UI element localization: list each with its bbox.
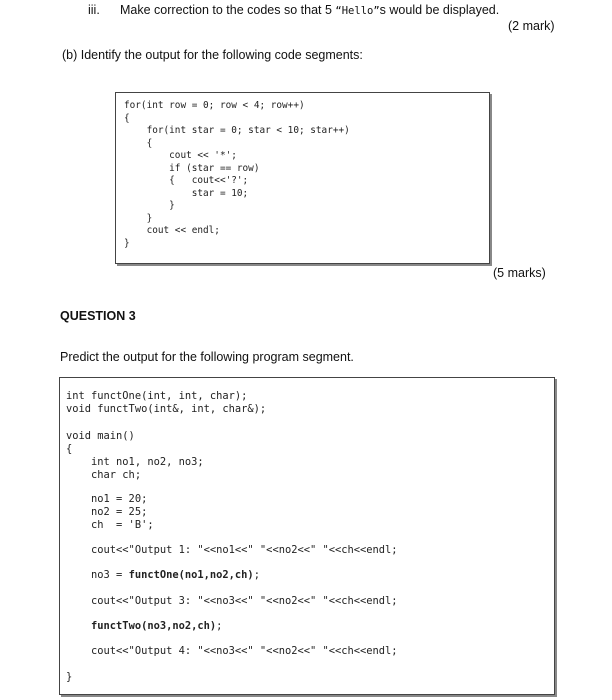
item-numeral: iii. (88, 3, 100, 17)
question-3-title: QUESTION 3 (60, 309, 136, 323)
marks-b: (5 marks) (493, 266, 546, 280)
code-line: star = 10; (124, 187, 249, 199)
code-line: { (124, 137, 153, 149)
code-call-functone-suffix: ; (253, 569, 260, 581)
code-line: if (star == row) (124, 162, 260, 174)
code-assign-ch: ch = 'B'; (66, 519, 154, 531)
code-line: } (124, 237, 130, 249)
code-output-1: cout<<"Output 1: "<<no1<<" "<<no2<<" "<<ch<<endl; (66, 544, 398, 556)
code-call-functtwo-prefix (66, 620, 91, 632)
question-iii-text-before: Make correction to the codes so that 5 (120, 3, 336, 17)
code-call-functtwo-suffix: ; (216, 620, 223, 632)
code-line: } (124, 212, 153, 224)
code-proto-1: int functOne(int, int, char); (66, 390, 248, 402)
code-call-functone-name: functOne(no1,no2,ch) (128, 569, 254, 581)
code-decl-ints: int no1, no2, no3; (66, 456, 204, 468)
code-close-brace: } (66, 671, 73, 683)
code-output-3: cout<<"Output 3: "<<no3<<" "<<no2<<" "<<ch<<endl; (66, 595, 398, 607)
code-line: for(int star = 0; star < 10; star++) (124, 125, 350, 136)
code-assign-no1: no1 = 20; (66, 493, 148, 505)
code-line: cout << '*'; (124, 150, 237, 161)
code-proto-2: void functTwo(int&, int, char&); (66, 403, 267, 415)
code-line: cout << endl; (124, 225, 220, 236)
code-line: } (124, 200, 175, 211)
marks-iii: (2 mark) (508, 19, 555, 33)
code-call-functtwo-name: functTwo(no3,no2,ch) (91, 620, 217, 632)
code-line: for(int row = 0; row < 4; row++) (124, 100, 305, 111)
code-call-functone (66, 569, 260, 582)
question-3-prompt: Predict the output for the following program segment. (60, 350, 354, 364)
question-iii-text (120, 3, 499, 17)
code-line: { (124, 112, 130, 124)
code-output-4: cout<<"Output 4: "<<no3<<" "<<no2<<" "<<ch<<endl; (66, 645, 398, 657)
code-block-b (124, 100, 350, 250)
code-open-brace: { (66, 443, 73, 455)
question-iii-text-after: s would be displayed. (379, 3, 500, 17)
question-iii-code-word: “Hello” (335, 5, 380, 17)
part-b-heading: (b) Identify the output for the following code segments: (62, 48, 363, 62)
code-decl-char: char ch; (66, 469, 142, 481)
code-call-functtwo (66, 620, 222, 633)
code-line: { cout<<'?'; (124, 175, 249, 186)
code-call-functone-prefix: no3 = (66, 569, 129, 581)
code-assign-no2: no2 = 25; (66, 506, 148, 518)
code-main-signature: void main() (66, 430, 135, 442)
